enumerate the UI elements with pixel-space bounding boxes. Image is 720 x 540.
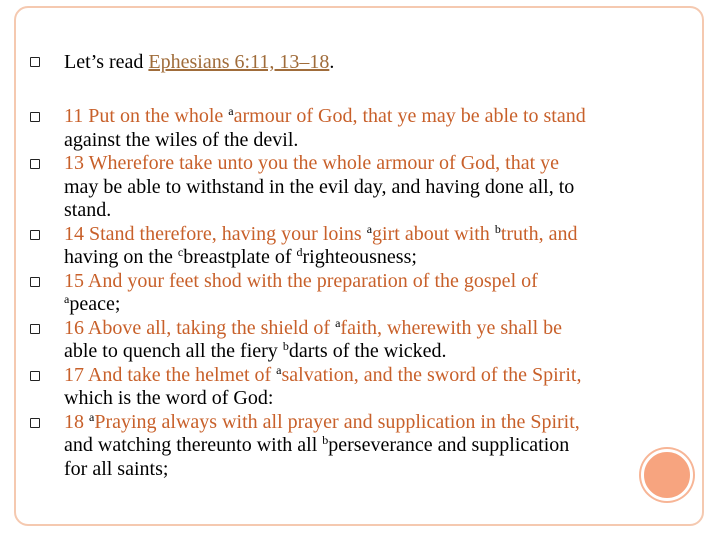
footnote-marker: a	[64, 292, 70, 306]
footnote-marker: a	[89, 409, 95, 424]
verse-text: may be able to withstand in the evil day, and having done all, to	[64, 175, 575, 198]
verse-line	[64, 317, 562, 340]
verse-text: Put on the whole	[83, 105, 229, 127]
verse-text: able to quench all the fiery	[64, 340, 283, 362]
verse-text: girt about with	[372, 222, 495, 245]
verse-text: breastplate of	[183, 246, 297, 268]
verse-line	[64, 129, 298, 152]
verse-line	[64, 223, 577, 246]
scripture-reference-link[interactable]: Ephesians 6:11, 13–18	[148, 51, 330, 73]
verse-number: 13	[64, 152, 84, 174]
verse-line	[64, 270, 538, 293]
footnote-marker: a	[366, 221, 373, 236]
verse-text: And your feet shod with the preparation of the gospel of	[84, 269, 538, 292]
verse-text: And take the helmet of	[84, 363, 277, 386]
intro-line	[64, 51, 334, 74]
verse-line	[64, 458, 168, 481]
verse-number: 15	[64, 269, 84, 292]
bullet-icon	[30, 277, 40, 287]
verse-line	[64, 411, 580, 434]
verse-text: and watching thereunto with all	[64, 434, 323, 456]
verse-text: against the wiles of the devil.	[64, 128, 299, 151]
intro-bullet-icon	[30, 57, 40, 67]
verse-text: truth, and	[500, 222, 578, 245]
verse-line	[64, 199, 111, 222]
verse-number: 18	[64, 410, 84, 433]
verse-text: peace;	[69, 293, 121, 315]
verse-text: darts of the wicked.	[288, 340, 447, 362]
verse-number: 16	[64, 316, 84, 339]
verse-line	[64, 105, 586, 128]
verse-line	[64, 364, 581, 387]
verse-line	[64, 340, 447, 363]
verse-text: Above all, taking the shield of	[84, 316, 336, 339]
bullet-icon	[30, 371, 40, 381]
verse-text: stand.	[64, 199, 112, 221]
decorative-circle	[641, 449, 693, 501]
intro-suffix: .	[329, 51, 335, 73]
verse-text: which is the word of God:	[64, 387, 274, 409]
verse-line	[64, 152, 559, 175]
verse-text: faith, wherewith ye shall be	[340, 316, 562, 339]
verse-number: 14	[64, 222, 84, 245]
verse-text: having on the	[64, 246, 178, 268]
verse-text: perseverance and supplication	[328, 434, 570, 456]
verse-text: Wherefore take unto you the whole armour of God, that ye	[84, 152, 560, 174]
intro-text: Let’s read	[64, 51, 149, 73]
footnote-marker: b	[494, 221, 501, 236]
footnote-marker: a	[276, 362, 282, 377]
verse-text: righteousness;	[302, 246, 417, 268]
verse-number: 11	[64, 105, 84, 127]
footnote-marker: c	[177, 245, 184, 259]
verse-text: armour of God, that ye may be able to stand	[233, 105, 586, 127]
verse-text: for all saints;	[64, 457, 169, 480]
verse-line	[64, 176, 574, 199]
verse-text: Stand therefore, having your loins	[84, 222, 367, 245]
verse-text: Praying always with all prayer and supplication in the Spirit,	[94, 410, 580, 433]
bullet-icon	[30, 159, 40, 169]
verse-number: 17	[64, 363, 84, 386]
footnote-marker: b	[282, 339, 289, 353]
verse-line	[64, 434, 569, 457]
bullet-icon	[30, 230, 40, 240]
bullet-icon	[30, 112, 40, 122]
footnote-marker: a	[228, 104, 234, 118]
footnote-marker: b	[322, 433, 329, 447]
verse-line	[64, 246, 417, 269]
verse-line	[64, 293, 120, 316]
bullet-icon	[30, 418, 40, 428]
footnote-marker: a	[335, 315, 341, 330]
verse-text: salvation, and the sword of the Spirit,	[281, 363, 582, 386]
bullet-icon	[30, 324, 40, 334]
verse-line	[64, 387, 273, 410]
footnote-marker: d	[296, 245, 303, 259]
